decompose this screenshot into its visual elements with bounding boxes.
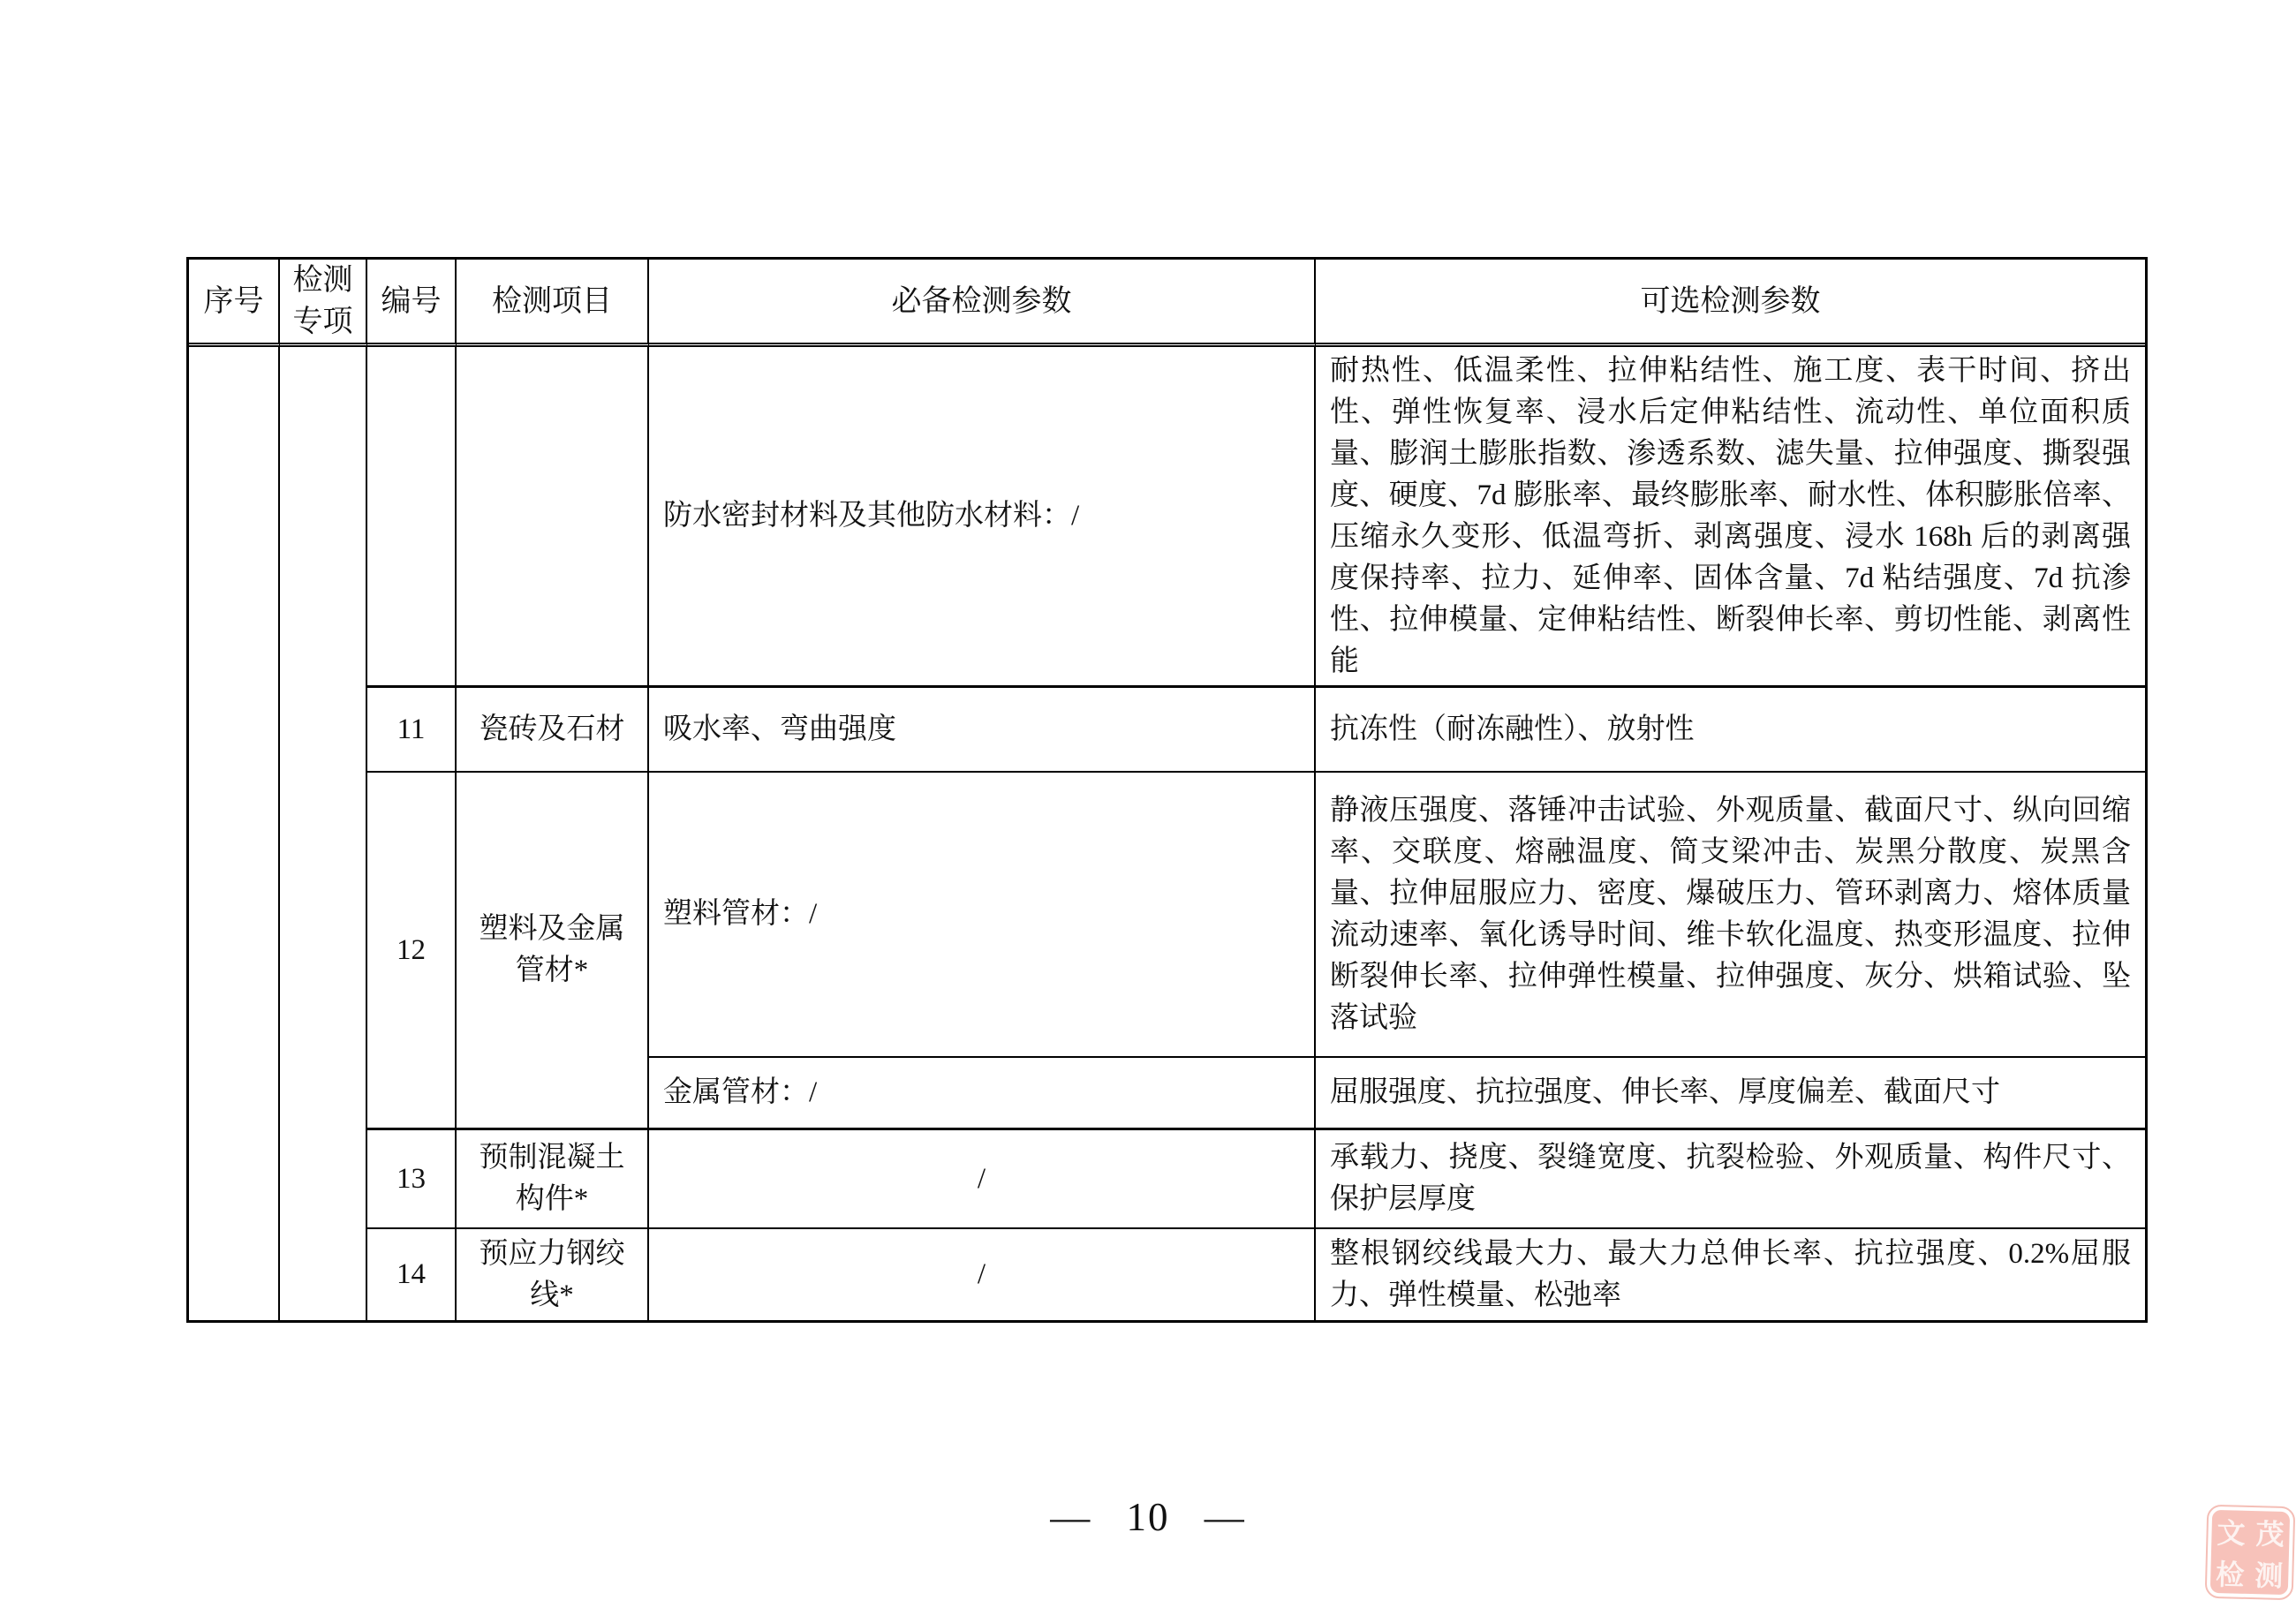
optional-text: 抗冻性（耐冻融性）、放射性 bbox=[1330, 713, 1695, 745]
optional-text: 整根钢绞线最大力、最大力总伸长率、抗拉强度、0.2%屈服力、弹性模量、松弛率 bbox=[1330, 1237, 2131, 1311]
required-cell-14 bbox=[649, 1229, 1316, 1320]
required-cell-13 bbox=[649, 1130, 1316, 1229]
row-id: 13 bbox=[397, 1162, 426, 1195]
optional-text: 静液压强度、落锤冲击试验、外观质量、截面尺寸、纵向回缩率、交联度、熔融温度、简支梁冲击、炭黑分散度、炭黑含量、拉伸屈服应力、密度、爆破压力、管环剥离力、熔体质量流动速率、氧化诱导时间、维卡软化温度、热变形温度、拉伸断裂伸长率、拉伸弹性模量、拉伸强度、灰分、烘箱试验、坠落试验 bbox=[1330, 794, 2131, 1034]
required-text: / bbox=[977, 1162, 986, 1195]
optional-cell-14 bbox=[1316, 1229, 2145, 1320]
seal-char: 测 bbox=[2254, 1559, 2284, 1592]
header-col-item bbox=[457, 260, 649, 347]
id-cell-waterproof-cont bbox=[367, 347, 457, 688]
id-cell-14 bbox=[367, 1229, 457, 1320]
item-cell-13 bbox=[457, 1130, 649, 1229]
optional-cell-12-metal bbox=[1316, 1058, 2145, 1130]
header-col-optional-label: 可选检测参数 bbox=[1640, 284, 1821, 318]
id-cell-11 bbox=[367, 688, 457, 773]
header-col-id bbox=[367, 260, 457, 347]
row-id: 11 bbox=[397, 713, 426, 745]
row-id: 12 bbox=[397, 933, 426, 966]
item-cell-14 bbox=[457, 1229, 649, 1320]
required-text: 防水密封材料及其他防水材料：/ bbox=[663, 500, 1080, 532]
header-col-item-label: 检测项目 bbox=[492, 284, 612, 318]
header-col-special-label: 检测专项 bbox=[292, 264, 353, 338]
seal-char: 文 bbox=[2217, 1516, 2247, 1550]
required-cell-11 bbox=[649, 688, 1316, 773]
required-text: 吸水率、弯曲强度 bbox=[663, 713, 896, 745]
inspection-parameters-table bbox=[186, 257, 2148, 1323]
header-col-no bbox=[189, 260, 280, 347]
body-col-no-empty bbox=[189, 347, 280, 1320]
optional-text: 屈服强度、抗拉强度、伸长率、厚度偏差、截面尺寸 bbox=[1330, 1076, 2000, 1108]
seal-char: 茂 bbox=[2255, 1517, 2285, 1551]
item-cell-waterproof-cont bbox=[457, 347, 649, 688]
id-cell-13 bbox=[367, 1130, 457, 1229]
optional-text: 承载力、挠度、裂缝宽度、抗裂检验、外观质量、构件尺寸、保护层厚度 bbox=[1330, 1142, 2131, 1215]
optional-cell-11 bbox=[1316, 688, 2145, 773]
header-col-required-label: 必备检测参数 bbox=[891, 284, 1072, 318]
row-item: 瓷砖及石材 bbox=[479, 713, 625, 745]
id-cell-12 bbox=[367, 773, 457, 1130]
required-cell-waterproof-cont bbox=[649, 347, 1316, 688]
required-cell-12-metal bbox=[649, 1058, 1316, 1130]
header-col-optional bbox=[1316, 260, 2145, 347]
seal-char: 检 bbox=[2215, 1558, 2245, 1591]
row-item: 预应力钢绞线* bbox=[479, 1237, 625, 1311]
optional-cell-waterproof-cont bbox=[1316, 347, 2145, 688]
optional-text: 耐热性、低温柔性、拉伸粘结性、施工度、表干时间、挤出性、弹性恢复率、浸水后定伸粘结性、流动性、单位面积质量、膨润土膨胀指数、渗透系数、滤失量、拉伸强度、撕裂强度、硬度、7d 膨胀率、最终膨胀率、耐水性、体积膨胀倍率、压缩永久变形、低温弯折、剥离强度、浸水 168h 后的剥离强度保持率、拉力、延伸率、固体含量、7d 粘结强度、7d 抗渗性、拉伸模量、定伸粘结性、断裂伸长率、剪切性能、剥离性能 bbox=[1330, 354, 2131, 677]
row-id: 14 bbox=[397, 1258, 426, 1290]
required-text: 金属管材：/ bbox=[663, 1076, 818, 1108]
optional-cell-13 bbox=[1316, 1130, 2145, 1229]
header-col-required bbox=[649, 260, 1316, 347]
page-number: — 10 — bbox=[1050, 1495, 1246, 1539]
header-col-no-label: 序号 bbox=[203, 284, 264, 318]
required-text: 塑料管材：/ bbox=[663, 898, 818, 930]
header-col-special bbox=[280, 260, 367, 347]
required-text: / bbox=[977, 1258, 986, 1290]
row-item: 塑料及金属管材* bbox=[479, 913, 625, 986]
item-cell-11 bbox=[457, 688, 649, 773]
body-col-special-empty bbox=[280, 347, 367, 1320]
optional-cell-12-plastic bbox=[1316, 773, 2145, 1058]
header-col-id-label: 编号 bbox=[381, 284, 442, 318]
company-seal-characters bbox=[2210, 1510, 2290, 1595]
item-cell-12 bbox=[457, 773, 649, 1130]
row-item: 预制混凝土构件* bbox=[479, 1142, 625, 1215]
company-seal-stamp bbox=[2205, 1505, 2296, 1601]
required-cell-12-plastic bbox=[649, 773, 1316, 1058]
